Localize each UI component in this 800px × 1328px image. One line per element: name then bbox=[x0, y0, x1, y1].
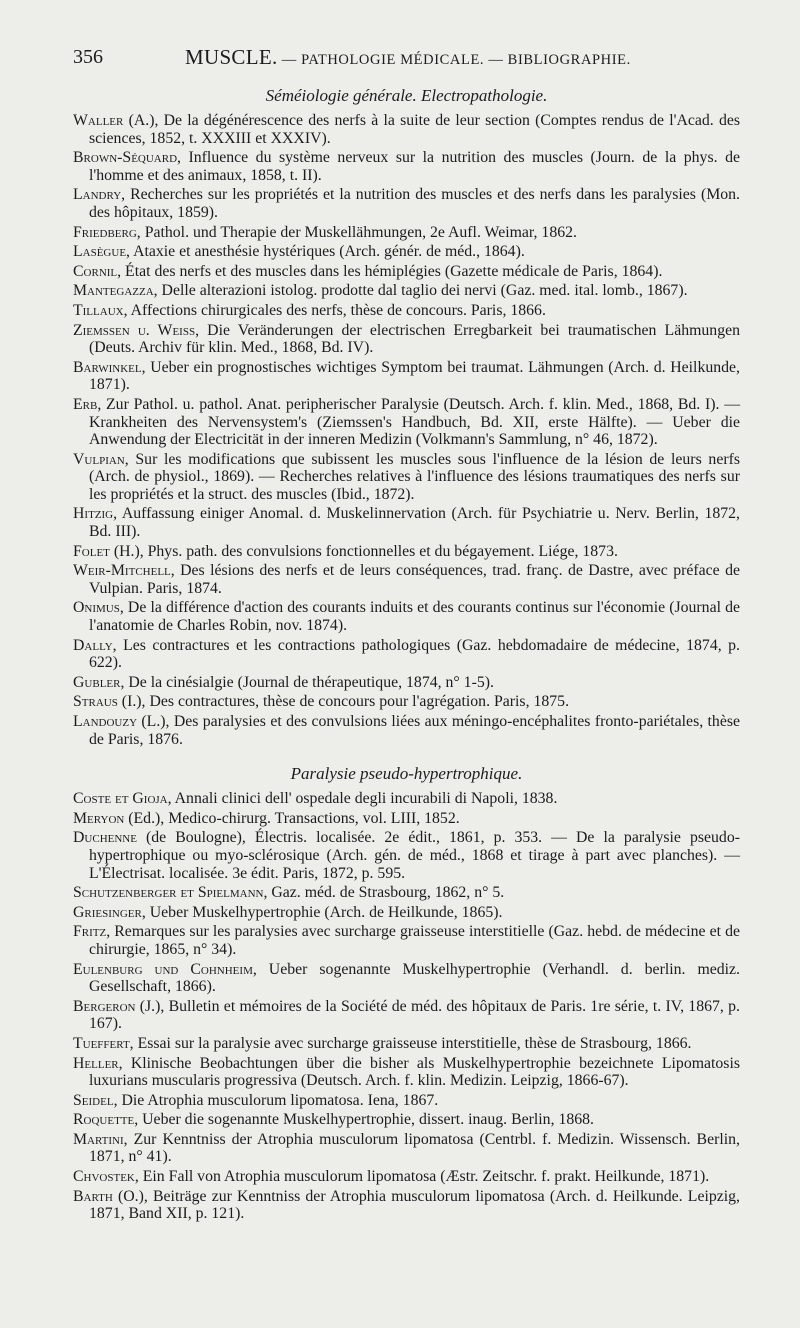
entry-author: Landouzy bbox=[73, 713, 138, 730]
bibliography-entry bbox=[73, 322, 740, 357]
entry-text: (Ed.), Medico-chirurg. Transactions, vol. LIII, 1852. bbox=[124, 809, 460, 827]
bibliography-entry bbox=[73, 186, 740, 221]
bibliography-entry bbox=[73, 829, 740, 882]
entry-text: (J.), Bulletin et mémoires de la Société de méd. des hôpitaux de Paris. 1re série, t. IV, 1867, p. 167). bbox=[89, 997, 740, 1033]
entry-author: Cornil bbox=[73, 262, 118, 280]
bibliography-entry bbox=[73, 810, 740, 828]
entry-text: , Les contractures et les contractions pathologiques (Gaz. hebdomadaire de médecine, 1874, p. 622). bbox=[89, 636, 740, 672]
bibliography-entry bbox=[73, 396, 740, 449]
entry-author: Meryon bbox=[73, 809, 125, 827]
entry-author: Tueffert bbox=[73, 1034, 130, 1052]
section-semeiologie bbox=[73, 86, 740, 748]
entry-author: Schutzenberger et Spielmann bbox=[73, 884, 264, 902]
entry-text: , Zur Kenntniss der Atrophia musculorum lipomatosa (Centrbl. f. Medizin. Wissensch. Berlin, 1871, n° 41). bbox=[89, 1130, 740, 1166]
bibliography-entry bbox=[73, 790, 740, 808]
entry-text: , Ueber sogenannte Muskelhypertrophie (Verhandl. d. berlin. mediz. Gesellschaft, 1866). bbox=[89, 960, 740, 996]
bibliography-entry bbox=[73, 282, 740, 300]
entry-text: (H.), Phys. path. des convulsions fonctionnelles et du bégayement. Liége, 1873. bbox=[109, 542, 618, 560]
entry-author: Fritz bbox=[73, 923, 107, 941]
entry-text: (A.), De la dégénérescence des nerfs à la suite de leur section (Comptes rendus de l'Acad. des sciences, 1852, t. XXXIII et XXXIV). bbox=[89, 112, 740, 147]
bibliography-entry bbox=[73, 923, 740, 958]
entry-author: Heller bbox=[73, 1054, 119, 1072]
entry-text: , De la différence d'action des courants induits et des courants continus sur l'économie (Journal de l'anatomie de Charles Robin, nov. 1874). bbox=[89, 599, 740, 635]
entry-text: , Essai sur la paralysie avec surcharge graisseuse interstitielle, thèse de Strasbourg, 1866. bbox=[129, 1034, 692, 1052]
bibliography-entry bbox=[73, 1188, 740, 1223]
entry-text: , Ueber Muskelhypertrophie (Arch. de Heilkunde, 1865). bbox=[141, 903, 503, 921]
entry-text: , Die Atrophia musculorum lipomatosa. Iena, 1867. bbox=[113, 1091, 439, 1109]
bibliography-entry bbox=[73, 713, 740, 748]
bibliography-entry bbox=[73, 112, 740, 147]
page-number: 356 bbox=[73, 46, 103, 68]
running-title bbox=[185, 45, 631, 70]
bibliography-entry bbox=[73, 1131, 740, 1166]
entry-text: , Die Veränderungen der electrischen Erregbarkeit bei traumatischen Lähmungen (Deuts. Archiv für klin. Med., 1868, Bd. IV). bbox=[89, 321, 741, 357]
running-head bbox=[73, 40, 740, 76]
bibliography-entry bbox=[73, 1035, 740, 1053]
entry-author: Duchenne bbox=[73, 829, 137, 847]
entry-author: Eulenburg und Cohnheim bbox=[73, 960, 253, 978]
entry-author: Erb bbox=[73, 395, 98, 413]
entry-text: , Remarques sur les paralysies avec surcharge graisseuse interstitielle (Gaz. hebd. de médecine et de chirurgie, 1865, n° 34). bbox=[89, 923, 740, 958]
entry-text: , État des nerfs et des muscles dans les hémiplégies (Gazette médicale de Paris, 1864). bbox=[117, 262, 663, 280]
entry-author: Folet bbox=[73, 542, 110, 560]
entry-author: Chvostek bbox=[73, 1168, 135, 1186]
entry-text: , Affections chirurgicales des nerfs, thèse de concours. Paris, 1866. bbox=[123, 301, 546, 319]
entry-author: Brown-Séquard bbox=[73, 149, 178, 167]
bibliography-entry bbox=[73, 961, 740, 996]
section-heading: Séméiologie générale. Electropathologie. bbox=[265, 86, 548, 105]
entry-text: , Sur les modifications que subissent les muscles sous l'influence de la lésion de leurs nerfs (Arch. de physiol., 1869). — Recherches relatives à l'influence des lésions traumatiques des nerfs sur les propriétés et la struct. des muscles (Ibid., 1872). bbox=[89, 450, 740, 503]
entry-text: , Annali clinici dell' ospedale degli incurabili di Napoli, 1838. bbox=[167, 790, 558, 808]
bibliography-entry bbox=[73, 543, 740, 561]
bibliography-entry bbox=[73, 243, 740, 261]
entry-text: , Ueber die sogenannte Muskelhypertrophie, dissert. inaug. Berlin, 1868. bbox=[134, 1111, 595, 1129]
entry-author: Waller bbox=[73, 112, 124, 129]
entry-text: , De la cinésialgie (Journal de thérapeutique, 1874, n° 1-5). bbox=[120, 673, 494, 691]
entry-author: Landry bbox=[73, 186, 122, 204]
bibliography-entry bbox=[73, 1168, 740, 1186]
entry-author: Seidel bbox=[73, 1091, 114, 1109]
bibliography-entry bbox=[73, 451, 740, 504]
entry-author: Barwinkel bbox=[73, 358, 142, 376]
entry-author: Mantegazza bbox=[73, 282, 154, 300]
bibliography-entry bbox=[73, 693, 740, 711]
entry-text: , Ein Fall von Atrophia musculorum lipomatosa (Æstr. Zeitschr. f. prakt. Heilkunde, 1871). bbox=[134, 1168, 710, 1186]
bibliography-entry bbox=[73, 505, 740, 540]
entry-author: Onimus bbox=[73, 599, 120, 617]
entry-author: Ziemssen u. Weiss bbox=[73, 321, 196, 339]
bibliography-entry bbox=[73, 904, 740, 922]
bibliography-entry bbox=[73, 224, 740, 242]
entry-text: , Pathol. und Therapie der Muskellähmungen, 2e Aufl. Weimar, 1862. bbox=[136, 223, 577, 241]
entry-text: , Des lésions des nerfs et de leurs conséquences, trad. franç. de Dastre, avec préface de Vulpian. Paris, 1874. bbox=[89, 562, 740, 597]
bibliography-entry bbox=[73, 1055, 740, 1090]
entry-author: Martini bbox=[73, 1130, 124, 1148]
bibliography-list bbox=[73, 112, 740, 748]
entry-author: Tillaux bbox=[73, 301, 124, 319]
entry-text: , Delle alterazioni istolog. prodotte dal taglio dei nervi (Gaz. med. ital. lomb., 1867). bbox=[153, 282, 688, 300]
entry-text: , Gaz. méd. de Strasbourg, 1862, n° 5. bbox=[263, 884, 505, 902]
entry-text: , Ueber ein prognostisches wichtiges Symptom bei traumat. Lähmungen (Arch. d. Heilkunde, 1871). bbox=[89, 358, 740, 394]
entry-text: (I.), Des contractures, thèse de concours pour l'agrégation. Paris, 1875. bbox=[117, 693, 570, 711]
entry-author: Weir-Mitchell bbox=[73, 562, 171, 580]
entry-author: Roquette bbox=[73, 1111, 135, 1129]
bibliography-entry bbox=[73, 674, 740, 692]
entry-author: Bergeron bbox=[73, 997, 136, 1015]
bibliography-entry bbox=[73, 599, 740, 634]
bibliography-entry bbox=[73, 1092, 740, 1110]
entry-author: Straus bbox=[73, 693, 118, 711]
entry-text: , Klinische Beobachtungen über die bisher als Muskelhypertrophie bezeichnete Lipomatosis luxurians muscularis progressiva (Deutsch. Arch. f. klin. Medizin. Leipzig, 1866-67). bbox=[89, 1054, 740, 1090]
entry-author: Coste et Gioja bbox=[73, 790, 168, 808]
entry-text: (L.), Des paralysies et des convulsions liées aux méningo-encéphalites fronto-pariétales, thèse de Paris, 1876. bbox=[89, 713, 740, 748]
entry-text: , Influence du système nerveux sur la nutrition des muscles (Journ. de la phys. de l'homme et des animaux, 1858, t. II). bbox=[89, 149, 740, 184]
entry-author: Lasègue bbox=[73, 243, 127, 261]
running-title-rest: — PATHOLOGIE MÉDICALE. — BIBLIOGRAPHIE. bbox=[277, 52, 631, 68]
bibliography-entry bbox=[73, 1111, 740, 1129]
entry-text: , Recherches sur les propriétés et la nutrition des muscles et des nerfs dans les paralysies (Mon. des hôpitaux, 1859). bbox=[89, 186, 740, 221]
bibliography-entry bbox=[73, 263, 740, 281]
section-paralysie bbox=[73, 764, 740, 1223]
bibliography-entry bbox=[73, 998, 740, 1033]
bibliography-entry bbox=[73, 637, 740, 672]
bibliography-entry bbox=[73, 562, 740, 597]
bibliography-entry bbox=[73, 302, 740, 320]
entry-author: Vulpian bbox=[73, 450, 125, 468]
entry-author: Gubler bbox=[73, 673, 121, 691]
bibliography-list bbox=[73, 790, 740, 1223]
bibliography-entry bbox=[73, 884, 740, 902]
entry-text: (de Boulogne), Électris. localisée. 2e édit., 1861, p. 353. — De la paralysie pseudo-hypertrophique ou myo-sclérosique (Arch. gén. de méd., 1868 et tirage à part avec planches). — L'Électrisat. localisée. 3e édit. Paris, 1872, p. 595. bbox=[89, 829, 740, 882]
section-heading: Paralysie pseudo-hypertrophique. bbox=[290, 764, 523, 784]
bibliography-entry bbox=[73, 149, 740, 184]
entry-author: Barth bbox=[73, 1187, 113, 1205]
entry-text: (O.), Beiträge zur Kenntniss der Atrophia musculorum lipomatosa (Arch. d. Heilkunde. Leipzig, 1871, Band XII, p. 121). bbox=[89, 1187, 740, 1223]
entry-author: Friedberg bbox=[73, 223, 137, 241]
entry-author: Dally bbox=[73, 636, 113, 654]
entry-author: Griesinger bbox=[73, 903, 142, 921]
entry-text: , Zur Pathol. u. pathol. Anat. peripherischer Paralysie (Deutsch. Arch. f. klin. Med., 1868, Bd. I). — Krankheiten des Nervensystem's (Ziemssen's Handbuch, Bd. XII, erste Hälfte). — Ueber die Anwendung der Electricität in der inneren Medizin (Volkmann's Sammlung, n° 46, 1872). bbox=[89, 395, 740, 449]
running-title-main: MUSCLE. bbox=[185, 45, 278, 69]
entry-text: , Auffassung einiger Anomal. d. Muskelinnervation (Arch. für Psychiatrie u. Nerv. Berlin, 1872, Bd. III). bbox=[89, 505, 740, 541]
entry-author: Hitzig bbox=[73, 505, 114, 523]
bibliography-entry bbox=[73, 359, 740, 394]
entry-text: , Ataxie et anesthésie hystériques (Arch. génér. de méd., 1864). bbox=[126, 243, 525, 261]
